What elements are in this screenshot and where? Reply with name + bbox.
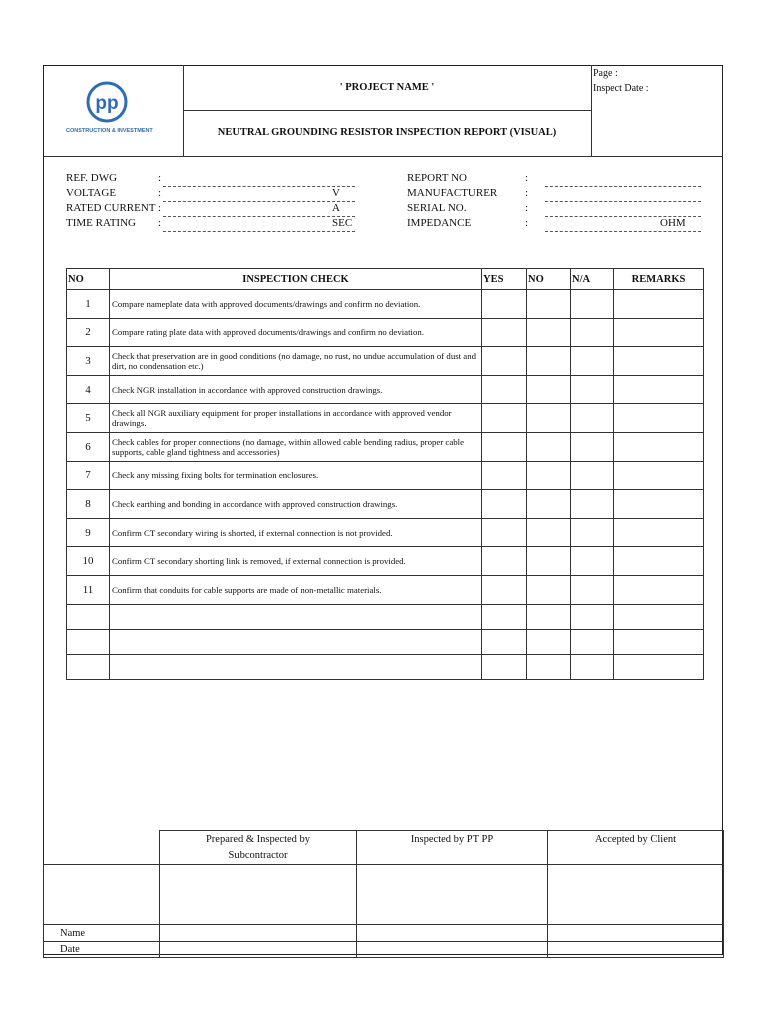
table-row	[67, 461, 704, 490]
impedance-colon: :	[525, 217, 529, 229]
signoff-col1-text: Prepared & Inspected by Subcontractor	[205, 834, 311, 861]
table-row	[67, 347, 704, 376]
row-remarks-cell[interactable]	[614, 432, 704, 461]
table-row	[67, 490, 704, 519]
logo-mark: pp	[95, 93, 119, 114]
table-row	[67, 290, 704, 319]
row-check-text: Check NGR installation in accordance with approved construction drawings.	[110, 375, 482, 404]
signature-cell-ptpp[interactable]	[357, 865, 548, 925]
serial-no-colon: :	[525, 202, 529, 214]
row-remarks-cell[interactable]	[614, 547, 704, 576]
time-rating-field[interactable]	[163, 231, 355, 232]
row-no-cell[interactable]	[527, 654, 571, 679]
signature-row	[44, 865, 724, 925]
signoff-col2-header: Inspected by PT PP	[357, 831, 548, 865]
row-remarks-cell[interactable]	[614, 290, 704, 319]
inspect-date-label: Inspect Date :	[593, 83, 649, 94]
row-no-cell[interactable]	[527, 318, 571, 347]
row-check-text: Confirm CT secondary wiring is shorted, if external connection is not provided.	[110, 518, 482, 547]
row-remarks-cell[interactable]	[614, 654, 704, 679]
date-cell-subcontractor[interactable]	[160, 942, 357, 958]
ref-dwg-field[interactable]	[163, 186, 355, 187]
row-no-cell[interactable]	[527, 547, 571, 576]
row-no-cell[interactable]	[527, 290, 571, 319]
row-no-cell[interactable]	[527, 347, 571, 376]
name-cell-client[interactable]	[548, 925, 724, 942]
date-row	[44, 942, 724, 958]
row-check-text	[110, 604, 482, 629]
inspection-table	[66, 268, 704, 680]
row-na-cell[interactable]	[571, 604, 614, 629]
row-check-text: Compare rating plate data with approved documents/drawings and confirm no deviation.	[110, 318, 482, 347]
logo-caption: CONSTRUCTION & INVESTMENT	[66, 128, 153, 134]
report-no-label: REPORT NO	[407, 172, 467, 184]
row-no-cell[interactable]	[527, 518, 571, 547]
row-yes-cell[interactable]	[482, 432, 527, 461]
voltage-unit: V	[332, 187, 340, 199]
report-no-field[interactable]	[545, 186, 701, 187]
row-check-text: Check any missing fixing bolts for termination enclosures.	[110, 461, 482, 490]
impedance-unit: OHM	[660, 217, 686, 229]
row-no-cell[interactable]	[527, 404, 571, 433]
signoff-header-row	[44, 831, 724, 865]
row-number	[67, 654, 110, 679]
name-row	[44, 925, 724, 942]
row-check-text: Check cables for proper connections (no damage, within allowed cable bending radius, proper cable supports, cable gland tightness and accessories)	[110, 432, 482, 461]
row-yes-cell[interactable]	[482, 347, 527, 376]
row-yes-cell[interactable]	[482, 654, 527, 679]
row-yes-cell[interactable]	[482, 518, 527, 547]
row-check-text: Check that preservation are in good conditions (no damage, no rust, no undue accumulation of dust and dirt, no condensation etc.)	[110, 347, 482, 376]
row-check-text	[110, 629, 482, 654]
row-yes-cell[interactable]	[482, 375, 527, 404]
table-row	[67, 404, 704, 433]
row-no-cell[interactable]	[527, 575, 571, 604]
row-yes-cell[interactable]	[482, 547, 527, 576]
signoff-corner	[44, 831, 160, 865]
row-yes-cell[interactable]	[482, 290, 527, 319]
row-remarks-cell[interactable]	[614, 629, 704, 654]
voltage-colon: :	[158, 187, 162, 199]
signoff-col1-header	[160, 831, 357, 865]
signoff-table	[43, 830, 724, 958]
row-number: 3	[67, 347, 110, 376]
row-number	[67, 629, 110, 654]
row-check-text: Compare nameplate data with approved documents/drawings and confirm no deviation.	[110, 290, 482, 319]
row-na-cell[interactable]	[571, 490, 614, 519]
manufacturer-colon: :	[525, 187, 529, 199]
row-number: 1	[67, 290, 110, 319]
page-divider	[591, 65, 592, 156]
row-yes-cell[interactable]	[482, 404, 527, 433]
inspection-table-body	[67, 290, 704, 680]
row-check-text: Confirm that conduits for cable supports are made of non-metallic materials.	[110, 575, 482, 604]
row-check-text: Check earthing and bonding in accordance with approved construction drawings.	[110, 490, 482, 519]
name-label: Name	[44, 925, 160, 942]
row-na-cell[interactable]	[571, 375, 614, 404]
col-no2-header: NO	[527, 269, 571, 290]
row-no-cell[interactable]	[527, 490, 571, 519]
row-na-cell[interactable]	[571, 318, 614, 347]
row-remarks-cell[interactable]	[614, 490, 704, 519]
table-row	[67, 575, 704, 604]
row-number: 10	[67, 547, 110, 576]
row-remarks-cell[interactable]	[614, 461, 704, 490]
row-yes-cell[interactable]	[482, 575, 527, 604]
row-yes-cell[interactable]	[482, 318, 527, 347]
row-na-cell[interactable]	[571, 654, 614, 679]
col-check-header: INSPECTION CHECK	[110, 269, 482, 290]
row-remarks-cell[interactable]	[614, 404, 704, 433]
rated-current-colon: :	[158, 202, 162, 214]
row-na-cell[interactable]	[571, 432, 614, 461]
signoff-col3-header: Accepted by Client	[548, 831, 724, 865]
row-yes-cell[interactable]	[482, 490, 527, 519]
manufacturer-label: MANUFACTURER	[407, 187, 498, 199]
time-rating-label: TIME RATING	[66, 217, 136, 229]
date-label: Date	[44, 942, 160, 958]
row-no-cell[interactable]	[527, 432, 571, 461]
col-na-header: N/A	[571, 269, 614, 290]
row-remarks-cell[interactable]	[614, 318, 704, 347]
table-header-row	[67, 269, 704, 290]
table-row	[67, 432, 704, 461]
table-row	[67, 629, 704, 654]
table-row	[67, 518, 704, 547]
date-cell-client[interactable]	[548, 942, 724, 958]
row-na-cell[interactable]	[571, 547, 614, 576]
row-check-text: Confirm CT secondary shorting link is removed, if external connection is provided.	[110, 547, 482, 576]
time-rating-unit: SEC	[332, 217, 353, 229]
voltage-label: VOLTAGE	[66, 187, 117, 199]
signature-label-cell	[44, 865, 160, 925]
row-number: 2	[67, 318, 110, 347]
signature-cell-client[interactable]	[548, 865, 724, 925]
header-bottom-line	[43, 156, 723, 157]
table-row	[67, 318, 704, 347]
voltage-field[interactable]	[163, 201, 355, 202]
col-no-header: NO	[67, 269, 110, 290]
row-no-cell[interactable]	[527, 461, 571, 490]
row-no-cell[interactable]	[527, 604, 571, 629]
row-remarks-cell[interactable]	[614, 518, 704, 547]
table-row	[67, 604, 704, 629]
row-na-cell[interactable]	[571, 404, 614, 433]
row-number: 8	[67, 490, 110, 519]
serial-no-label: SERIAL NO.	[407, 202, 467, 214]
col-yes-header: YES	[482, 269, 527, 290]
rated-current-unit: A	[332, 202, 340, 214]
signature-cell-subcontractor[interactable]	[160, 865, 357, 925]
row-remarks-cell[interactable]	[614, 347, 704, 376]
row-na-cell[interactable]	[571, 629, 614, 654]
row-remarks-cell[interactable]	[614, 604, 704, 629]
row-remarks-cell[interactable]	[614, 375, 704, 404]
table-row	[67, 375, 704, 404]
impedance-label: IMPEDANCE	[407, 217, 472, 229]
date-cell-ptpp[interactable]	[357, 942, 548, 958]
row-number	[67, 604, 110, 629]
name-cell-subcontractor[interactable]	[160, 925, 357, 942]
row-yes-cell[interactable]	[482, 604, 527, 629]
row-check-text: Check all NGR auxiliary equipment for proper installations in accordance with approved vendor drawings.	[110, 404, 482, 433]
ref-dwg-colon: :	[158, 172, 162, 184]
row-na-cell[interactable]	[571, 518, 614, 547]
row-number: 5	[67, 404, 110, 433]
row-number: 6	[67, 432, 110, 461]
report-no-colon: :	[525, 172, 529, 184]
project-name: ' PROJECT NAME '	[339, 82, 435, 93]
pp-logo-icon	[82, 80, 132, 126]
time-rating-colon: :	[158, 217, 162, 229]
manufacturer-field[interactable]	[545, 201, 701, 202]
report-title: NEUTRAL GROUNDING RESISTOR INSPECTION REPORT (VISUAL)	[217, 127, 557, 138]
row-number: 4	[67, 375, 110, 404]
rated-current-field[interactable]	[163, 216, 355, 217]
row-number: 7	[67, 461, 110, 490]
row-na-cell[interactable]	[571, 461, 614, 490]
row-na-cell[interactable]	[571, 575, 614, 604]
row-yes-cell[interactable]	[482, 461, 527, 490]
impedance-field[interactable]	[545, 231, 701, 232]
row-number: 11	[67, 575, 110, 604]
row-remarks-cell[interactable]	[614, 575, 704, 604]
row-na-cell[interactable]	[571, 290, 614, 319]
row-no-cell[interactable]	[527, 375, 571, 404]
col-remarks-header: REMARKS	[614, 269, 704, 290]
row-no-cell[interactable]	[527, 629, 571, 654]
company-logo	[82, 80, 132, 126]
row-na-cell[interactable]	[571, 347, 614, 376]
row-check-text	[110, 654, 482, 679]
row-yes-cell[interactable]	[482, 629, 527, 654]
table-row	[67, 547, 704, 576]
page-label: Page :	[593, 68, 618, 79]
ref-dwg-label: REF. DWG	[66, 172, 118, 184]
row-number: 9	[67, 518, 110, 547]
name-cell-ptpp[interactable]	[357, 925, 548, 942]
title-divider	[183, 110, 591, 111]
rated-current-label: RATED CURRENT	[66, 202, 156, 214]
table-row	[67, 654, 704, 679]
